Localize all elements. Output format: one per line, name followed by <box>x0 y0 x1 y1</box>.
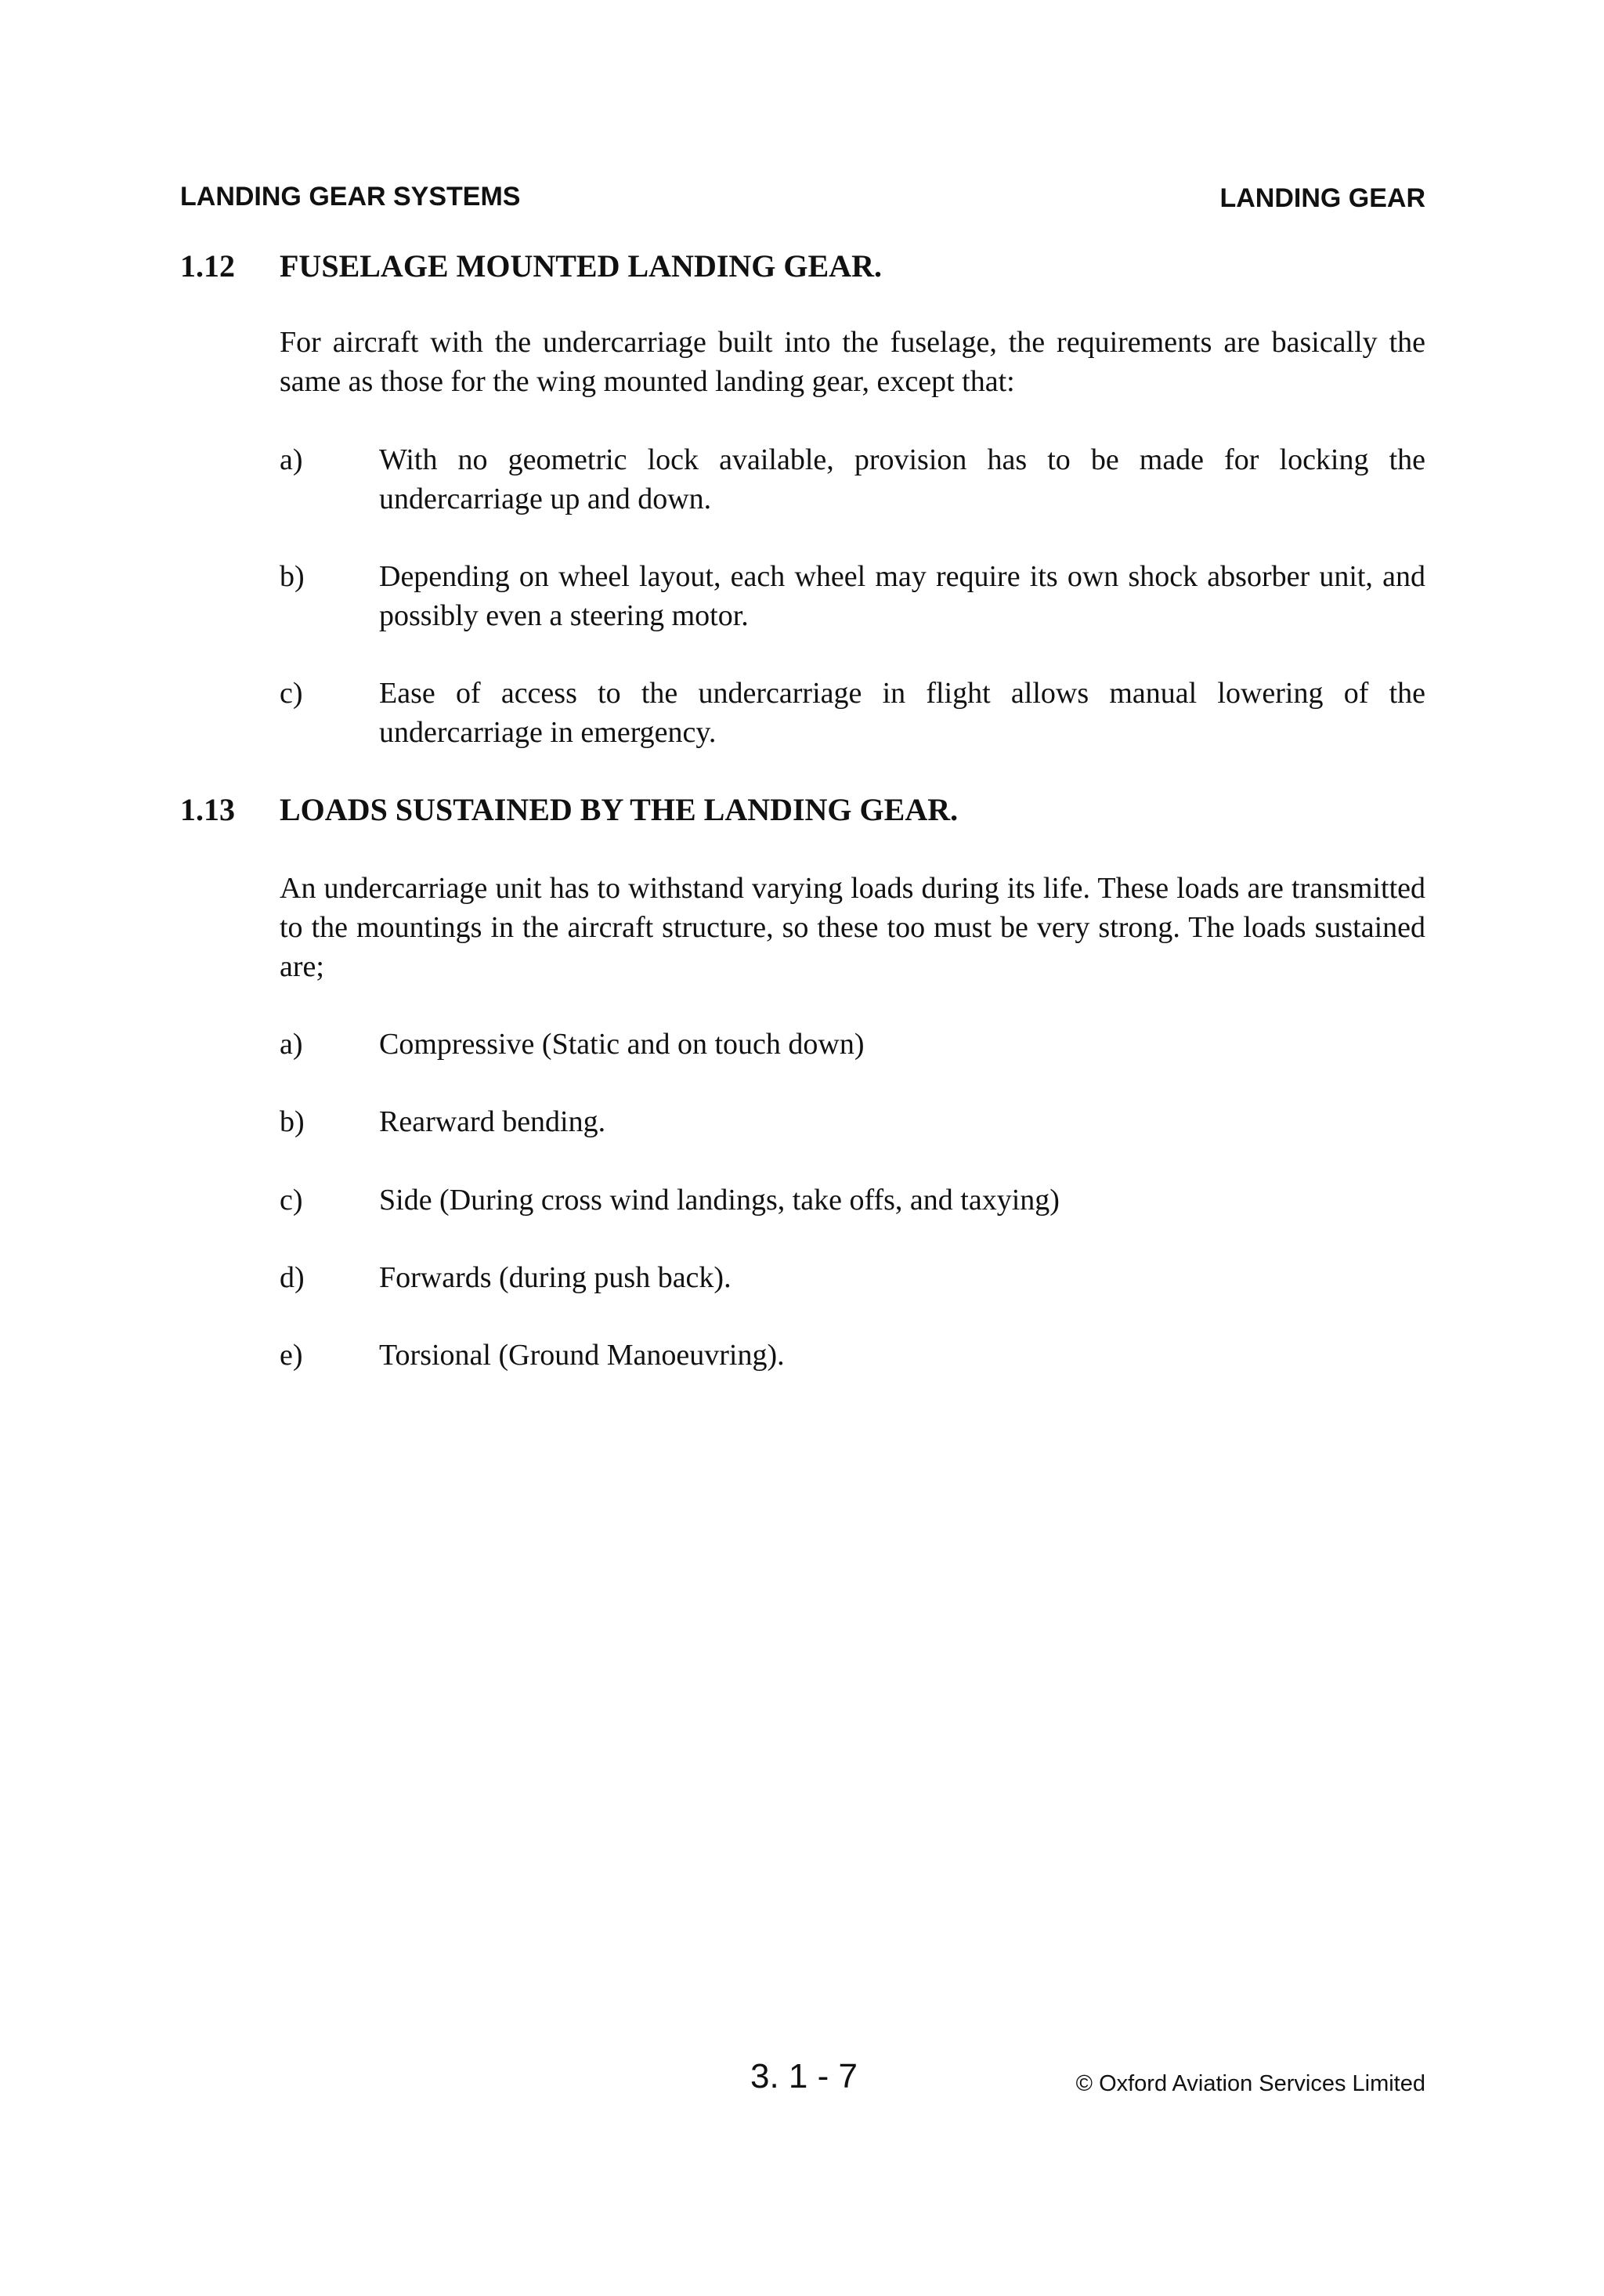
list-item-marker: a) <box>280 443 303 476</box>
section-title: LOADS SUSTAINED BY THE LANDING GEAR. <box>280 792 959 827</box>
list-item-text: Torsional (Ground Manoeuvring). <box>379 1339 785 1372</box>
list-item-text: Ease of access to the undercarriage in flight allows manual lowering of the undercarriage in emergency. <box>379 677 1425 749</box>
list-item-text: Compressive (Static and on touch down) <box>379 1028 865 1061</box>
page-number: 3. 1 - 7 <box>750 2057 858 2095</box>
copyright-notice: © Oxford Aviation Services Limited <box>1075 2071 1425 2096</box>
header-chapter-title: LANDING GEAR SYSTEMS <box>180 182 521 212</box>
section-title: FUSELAGE MOUNTED LANDING GEAR. <box>280 248 882 284</box>
list-item-marker: c) <box>280 1184 303 1217</box>
list-item-text: With no geometric lock available, provision has to be made for locking the undercarriage up and down. <box>379 443 1425 515</box>
list-item-marker: c) <box>280 677 303 710</box>
list-item-marker: b) <box>280 1105 305 1138</box>
section-intro-paragraph: An undercarriage unit has to withstand varying loads during its life. These loads are transmitted to the mountings in the aircraft structure, so these too must be very strong. The loads sustained are; <box>280 872 1425 983</box>
list-item-text: Depending on wheel layout, each wheel may require its own shock absorber unit, and possibly even a steering motor. <box>379 560 1425 632</box>
list-item-marker: b) <box>280 560 305 593</box>
running-header <box>180 182 1425 221</box>
header-section-title: LANDING GEAR <box>1219 183 1425 213</box>
list-item-text: Rearward bending. <box>379 1105 606 1138</box>
list-item-marker: d) <box>280 1261 305 1294</box>
section-number: 1.13 <box>180 792 235 827</box>
list-item-text: Forwards (during push back). <box>379 1261 732 1294</box>
section-intro-paragraph: For aircraft with the undercarriage built into the fuselage, the requirements are basically the same as those for the wing mounted landing gear, except that: <box>280 326 1425 398</box>
section-number: 1.12 <box>180 248 235 284</box>
list-item-marker: e) <box>280 1339 303 1372</box>
list-item-marker: a) <box>280 1028 303 1061</box>
list-item-text: Side (During cross wind landings, take offs, and taxying) <box>379 1184 1060 1217</box>
